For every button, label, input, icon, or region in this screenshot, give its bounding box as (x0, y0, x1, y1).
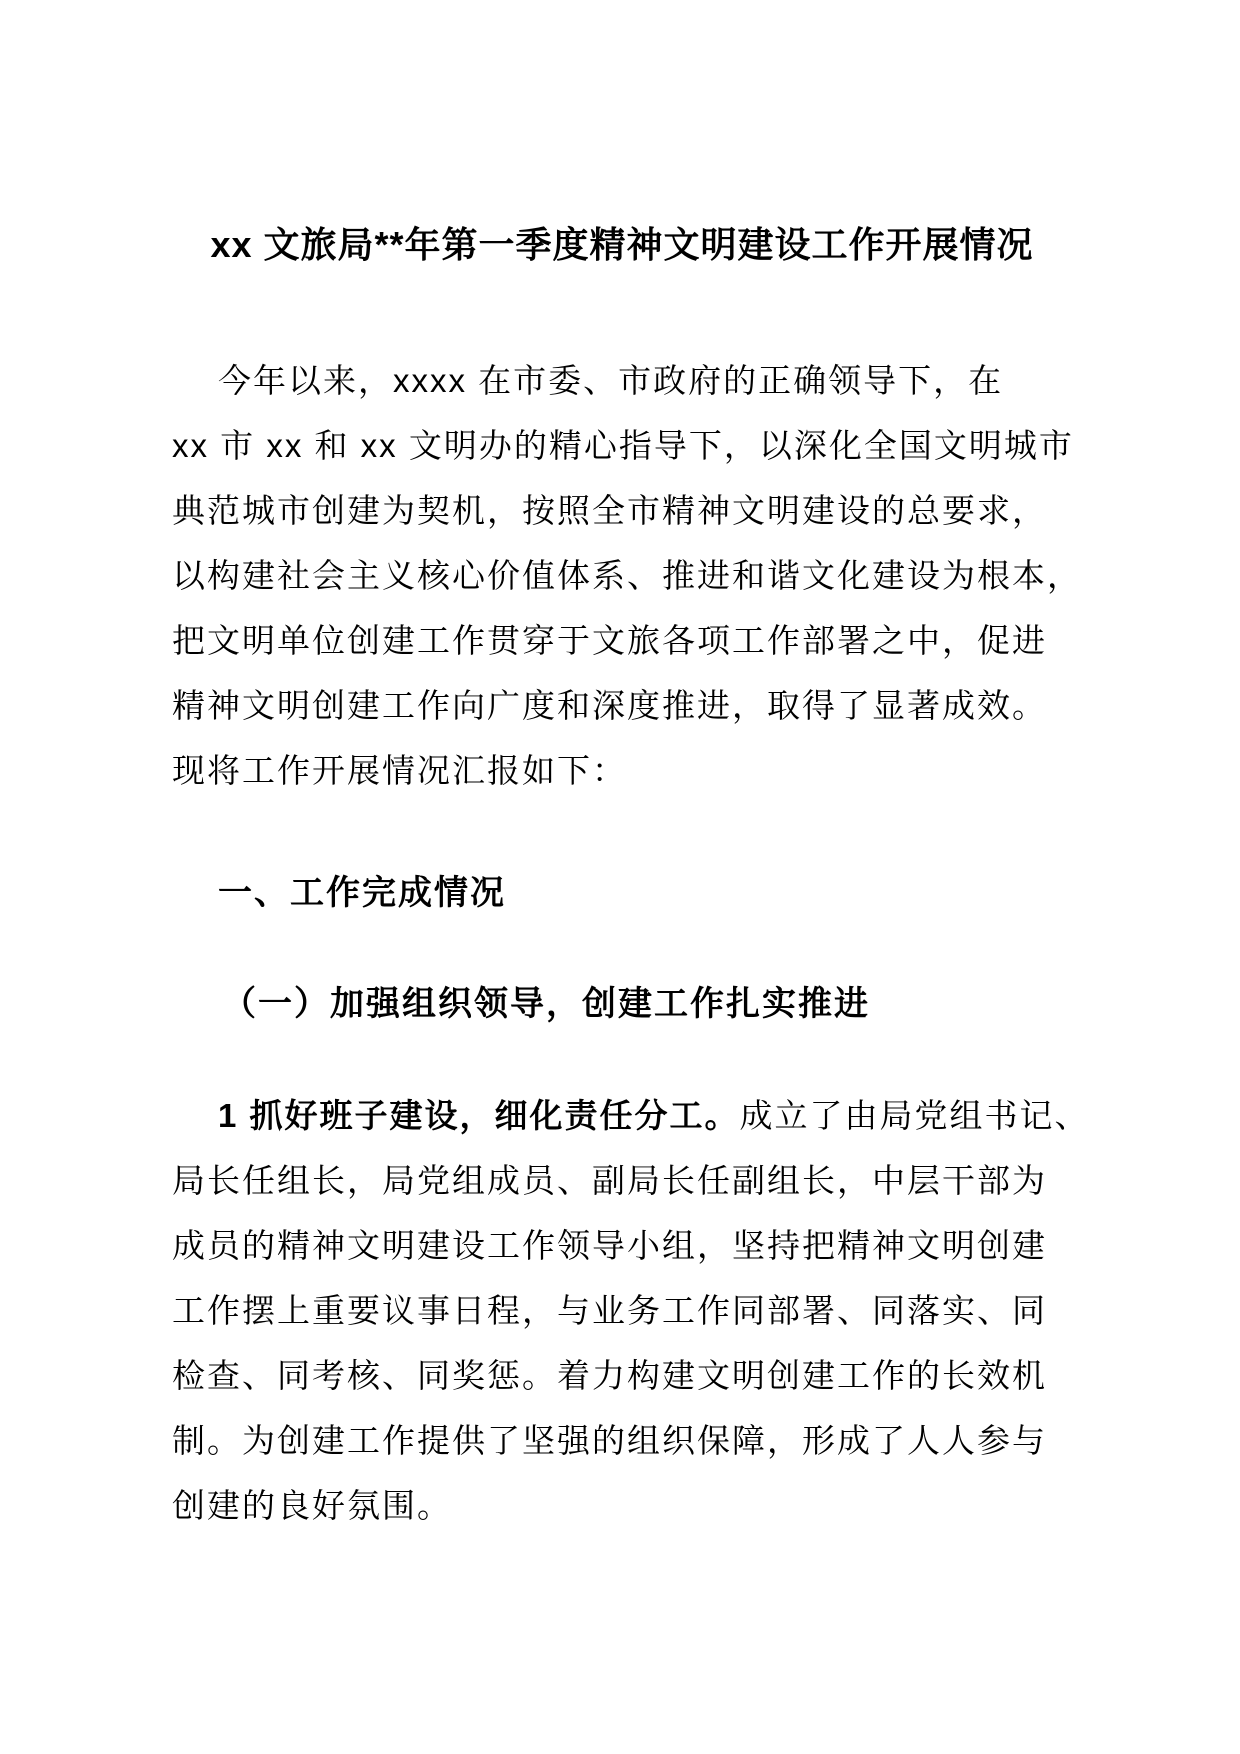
paragraph-line: 成员的精神文明建设工作领导小组，坚持把精神文明创建 (172, 1227, 1047, 1264)
document-title: xx 文旅局**年第一季度精神文明建设工作开展情况 (210, 224, 1034, 265)
section-heading: 一、工作完成情况 (218, 874, 506, 912)
body-paragraph (172, 1083, 1090, 1538)
paragraph-line-text: 成立了由局党组书记、 (739, 1097, 1090, 1134)
paragraph-line: 以构建社会主义核心价值体系、推进和谐文化建设为根本， (172, 557, 1082, 594)
paragraph-line: 局长任组长，局党组成员、副局长任副组长，中层干部为 (172, 1162, 1047, 1199)
paragraph-line: 检查、同考核、同奖惩。着力构建文明创建工作的长效机 (172, 1357, 1047, 1394)
paragraph-bold-lead: 1 抓好班子建设，细化责任分工。 (218, 1097, 740, 1134)
subsection-heading: （一）加强组织领导，创建工作扎实推进 (222, 985, 870, 1023)
intro-paragraph (172, 348, 1082, 803)
paragraph-line: xx 市 xx 和 xx 文明办的精心指导下，以深化全国文明城市 (172, 427, 1074, 464)
paragraph-line: 今年以来，xxxx 在市委、市政府的正确领导下，在 (218, 362, 1004, 399)
paragraph-line: 制。为创建工作提供了坚强的组织保障，形成了人人参与 (172, 1422, 1047, 1459)
paragraph-line: 精神文明创建工作向广度和深度推进，取得了显著成效。 (172, 687, 1047, 724)
paragraph-line (172, 1083, 1090, 1148)
paragraph-line: 创建的良好氛围。 (172, 1487, 452, 1524)
paragraph-line: 典范城市创建为契机，按照全市精神文明建设的总要求， (172, 492, 1047, 529)
paragraph-line: 把文明单位创建工作贯穿于文旅各项工作部署之中，促进 (172, 622, 1047, 659)
paragraph-line: 现将工作开展情况汇报如下： (172, 752, 627, 789)
paragraph-line: 工作摆上重要议事日程，与业务工作同部署、同落实、同 (172, 1292, 1047, 1329)
